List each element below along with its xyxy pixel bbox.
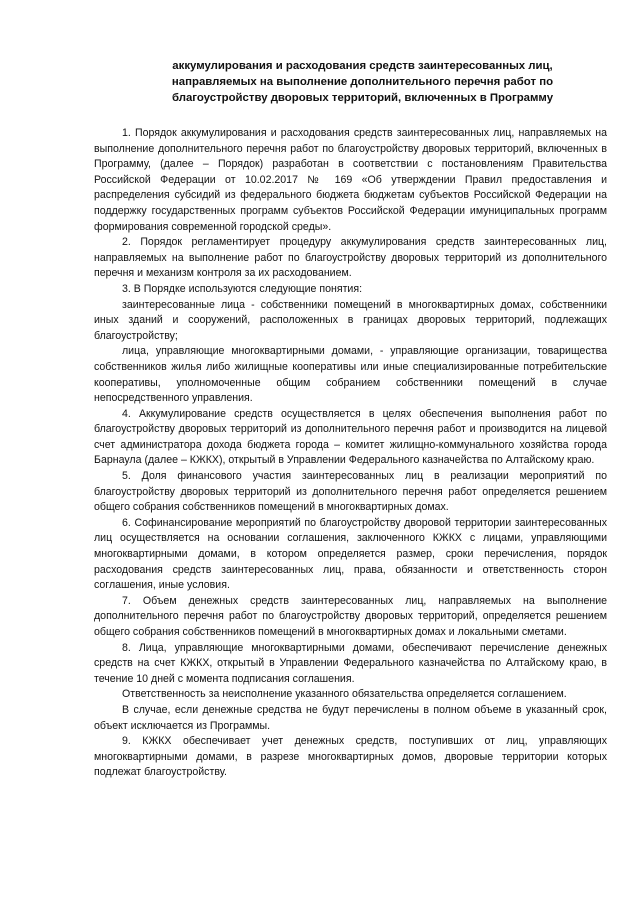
paragraph-1: 1. Порядок аккумулирования и расходования средств заинтересованных лиц, направляемых на выполнение дополнительного перечня работ по благоустройству дворовых территорий, включенных в Программу, (далее – Порядок) разработан в соответствии с постановлениям Правительства Российской Федерации от 10.02.2017 № 169 «Об утверждении Правил предоставления и распределения субсидий из федерального бюджета бюджетам субъектов Российской Федерации на поддержку государственных программ субъектов Российской Федерации имуниципальных программ формирования современной городской среды». xyxy=(94,127,607,233)
title-line: направляемых на выполнение дополнительного перечня работ по xyxy=(171,76,554,88)
definition-interested-persons: заинтересованные лица - собственники помещений в многоквартирных домах, собственники иных зданий и сооружений, расположенных в границах дворовых территорий, подлежащих благоустройству; xyxy=(94,298,607,342)
document-title xyxy=(94,58,607,106)
paragraph-responsibility: Ответственность за неисполнение указанного обязательства определяется соглашением. xyxy=(122,688,567,701)
paragraph-4: 4. Аккумулирование средств осуществляется в целях обеспечения выполнения работ по благоустройству дворовых территорий из дополнительного перечня работ и производится на лицевой счет администратора дохода бюджета города – комитет жилищно-коммунального хозяйства города Барнаула (далее – КЖКХ), открытый в Управлении Федерального казначейства по Алтайскому краю. xyxy=(94,407,607,467)
paragraph-8: 8. Лица, управляющие многоквартирными домами, обеспечивают перечисление денежных средств на счет КЖКХ, открытый в Управлении Федерального казначейства по Алтайскому краю, в течение 10 дней с момента подписания соглашения. xyxy=(94,641,607,685)
paragraph-exclusion: В случае, если денежные средства не будут перечислены в полном объеме в указанный срок, объект исключается из Программы. xyxy=(94,703,607,732)
paragraph-2: 2. Порядок регламентирует процедуру аккумулирования средств заинтересованных лиц, направляемых на выполнение работ по благоустройству дворовых территорий из дополнительного перечня и механизм контроля за их расходованием. xyxy=(94,236,607,280)
document-page xyxy=(94,58,607,781)
paragraph-3: 3. В Порядке используются следующие понятия: xyxy=(122,282,363,295)
paragraph-5: 5. Доля финансового участия заинтересованных лиц в реализации мероприятий по благоустройству дворовых территорий из дополнительного перечня работ определяется решением общего собрания собственников помещений в многоквартирных домах. xyxy=(94,470,607,514)
definition-managing-persons: лица, управляющие многоквартирными домами, - управляющие организации, товарищества собственников жилья либо жилищные кооперативы или иные специализированные потребительские кооперативы, уполномоченные общим собранием собственники помещений в случае непосредственного управления. xyxy=(94,345,607,405)
paragraph-9: 9. КЖКХ обеспечивает учет денежных средств, поступивших от лиц, управляющих многоквартирными домами, в разрезе многоквартирных домов, дворовые территории которых подлежат благоустройству. xyxy=(94,735,607,779)
paragraph-6: 6. Софинансирование мероприятий по благоустройству дворовой территории заинтересованных лиц осуществляется на основании соглашения, заключенного КЖКХ с лицами, управляющими многоквартирными домами, в котором определяется размер, сроки перечисления, порядок расходования средств заинтересованных лиц, права, обязанности и ответственность сторон соглашения, иные условия. xyxy=(94,516,607,592)
title-line: благоустройству дворовых территорий, включенных в Программу xyxy=(171,92,554,104)
title-line: аккумулирования и расходования средств заинтересованных лиц, xyxy=(172,60,553,72)
paragraph-7: 7. Объем денежных средств заинтересованных лиц, направляемых на выполнение дополнительного перечня работ по благоустройству дворовых территорий, определяется решением общего собрания собственников помещений в многоквартирных домах и локальными сметами. xyxy=(94,594,607,638)
